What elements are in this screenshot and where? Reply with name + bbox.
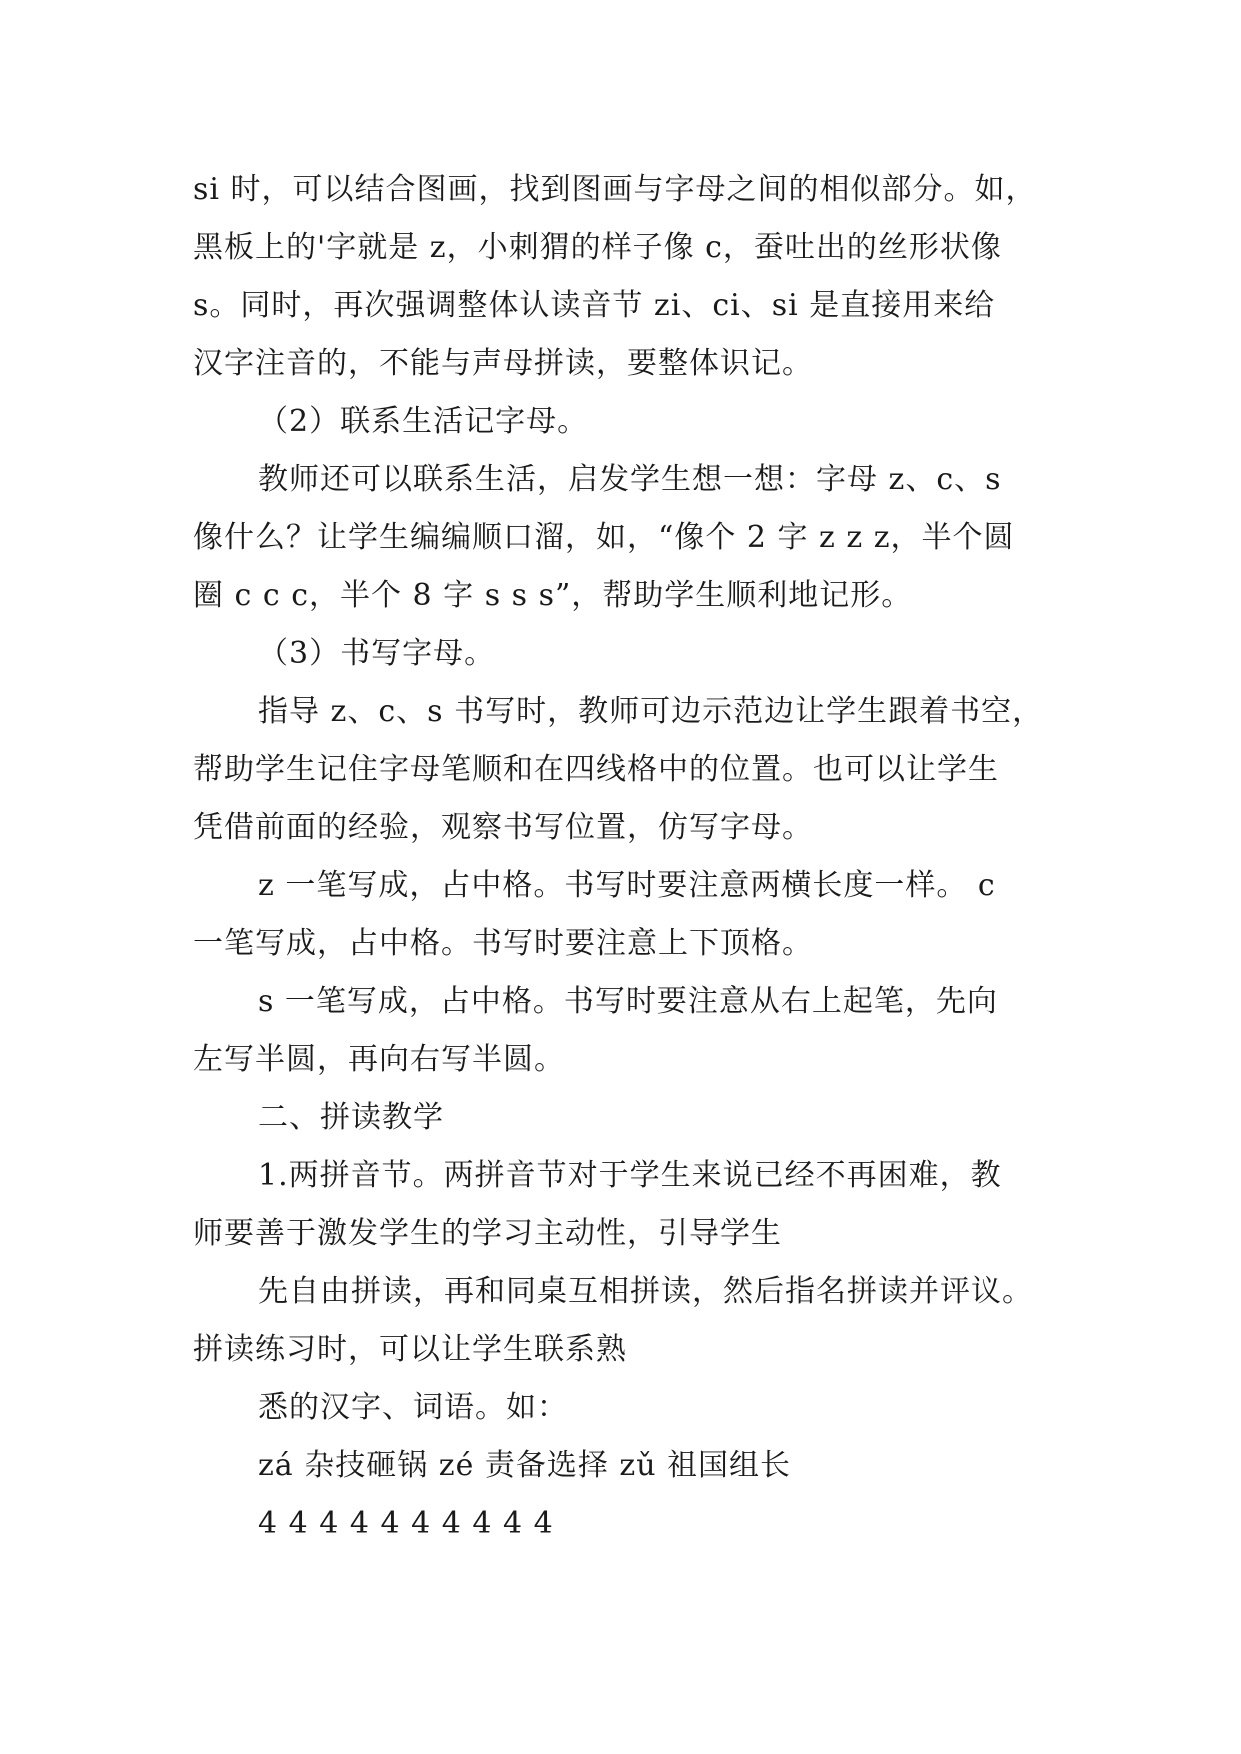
text-line: 黑板上的'字就是 z，小刺猬的样子像 c，蚕吐出的丝形状像 bbox=[193, 230, 1002, 265]
text-line: 拼读练习时，可以让学生联系熟 bbox=[193, 1332, 627, 1367]
text-line: z 一笔写成，占中格。书写时要注意两横长度一样。 c bbox=[258, 868, 996, 903]
text-line: 教师还可以联系生活，启发学生想一想：字母 z、c、s bbox=[258, 462, 1002, 497]
text-line: 一笔写成，占中格。书写时要注意上下顶格。 bbox=[193, 926, 813, 961]
subheading: （3）书写字母。 bbox=[258, 636, 496, 671]
text-line: 左写半圆，再向右写半圆。 bbox=[193, 1042, 565, 1077]
text-line: s。同时，再次强调整体认读音节 zi、ci、si 是直接用来给 bbox=[193, 288, 996, 323]
text-line: s 一笔写成，占中格。书写时要注意从右上起笔，先向 bbox=[258, 984, 998, 1019]
text-line: 指导 z、c、s 书写时，教师可边示范边让学生跟着书空， bbox=[258, 694, 1044, 729]
text-line: 1.两拼音节。两拼音节对于学生来说已经不再困难，教 bbox=[258, 1158, 1002, 1193]
number-line: 4 4 4 4 4 4 4 4 4 4 bbox=[258, 1506, 554, 1541]
pinyin-example-line: zá 杂技砸锅 zé 责备选择 zǔ 祖国组长 bbox=[258, 1448, 792, 1483]
text-line: 帮助学生记住字母笔顺和在四线格中的位置。也可以让学生 bbox=[193, 752, 999, 787]
text-line: 像什么？让学生编编顺口溜，如，“像个 2 字 z z z，半个圆 bbox=[193, 520, 1015, 555]
subheading: （2）联系生活记字母。 bbox=[258, 404, 589, 439]
text-line: 悉的汉字、词语。如： bbox=[258, 1390, 568, 1425]
text-line: 汉字注音的，不能与声母拼读，要整体识记。 bbox=[193, 346, 813, 381]
text-line: 圈 c c c，半个 8 字 s s s”，帮助学生顺利地记形。 bbox=[193, 578, 913, 613]
text-line: si 时，可以结合图画，找到图画与字母之间的相似部分。如， bbox=[193, 172, 1037, 207]
text-line: 凭借前面的经验，观察书写位置，仿写字母。 bbox=[193, 810, 813, 845]
text-line: 先自由拼读，再和同桌互相拼读，然后指名拼读并评议。 bbox=[258, 1274, 1033, 1309]
section-heading: 二、拼读教学 bbox=[258, 1100, 444, 1135]
text-line: 师要善于激发学生的学习主动性，引导学生 bbox=[193, 1216, 782, 1251]
